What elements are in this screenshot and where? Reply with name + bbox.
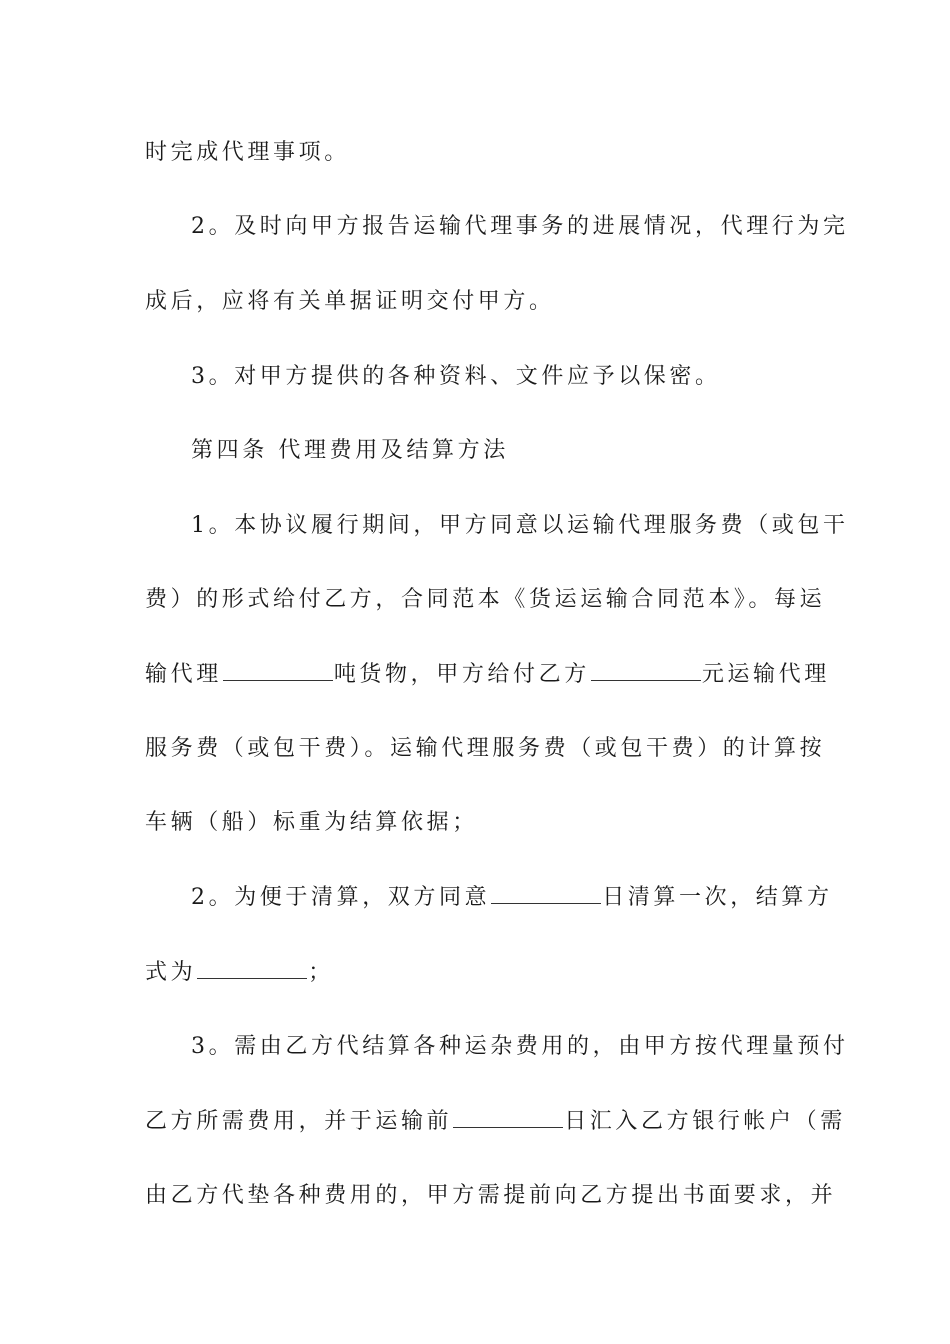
paragraph-line: 费）的形式给付乙方，合同范本《货运运输合同范本》。每运 xyxy=(145,587,826,612)
paragraph-line xyxy=(145,958,825,988)
paragraph-line: 成后，应将有关单据证明交付甲方。 xyxy=(145,289,555,314)
text-segment: 元运输代理 xyxy=(701,662,830,687)
paragraph-line: 3。需由乙方代结算各种运杂费用的，由甲方按代理量预付 xyxy=(191,1034,849,1059)
paragraph-line xyxy=(145,1107,846,1137)
fill-in-blank[interactable] xyxy=(197,958,307,979)
paragraph-line: 服务费（或包干费）。运输代理服务费（或包干费）的计算按 xyxy=(145,736,826,761)
paragraph-line: 车辆（船）标重为结算依据； xyxy=(145,810,478,835)
text-segment: 日汇入乙方银行帐户（需 xyxy=(564,1109,846,1134)
paragraph-line: 2。及时向甲方报告运输代理事务的进展情况，代理行为完 xyxy=(191,214,849,239)
paragraph-line: 时完成代理事项。 xyxy=(145,140,350,165)
fill-in-blank[interactable] xyxy=(453,1107,563,1128)
fill-in-blank[interactable] xyxy=(491,883,601,904)
text-segment: 式为 xyxy=(145,960,197,985)
text-segment: 2。为便于清算，双方同意 xyxy=(191,885,491,910)
section-heading: 第四条 代理费用及结算方法 xyxy=(191,438,509,463)
text-segment: 乙方所需费用，并于运输前 xyxy=(145,1109,453,1134)
text-segment: 输代理 xyxy=(145,662,222,687)
paragraph-line: 3。对甲方提供的各种资料、文件应予以保密。 xyxy=(191,364,721,389)
text-segment: 日清算一次，结算方 xyxy=(602,885,833,910)
paragraph-line: 1。本协议履行期间，甲方同意以运输代理服务费（或包干 xyxy=(191,513,849,538)
text-segment: ； xyxy=(308,960,334,985)
fill-in-blank[interactable] xyxy=(223,660,333,681)
paragraph-line xyxy=(191,883,833,913)
paragraph-line: 由乙方代垫各种费用的，甲方需提前向乙方提出书面要求，并 xyxy=(145,1183,837,1208)
text-segment: 吨货物，甲方给付乙方 xyxy=(333,662,590,687)
fill-in-blank[interactable] xyxy=(591,660,701,681)
paragraph-line xyxy=(145,660,830,690)
